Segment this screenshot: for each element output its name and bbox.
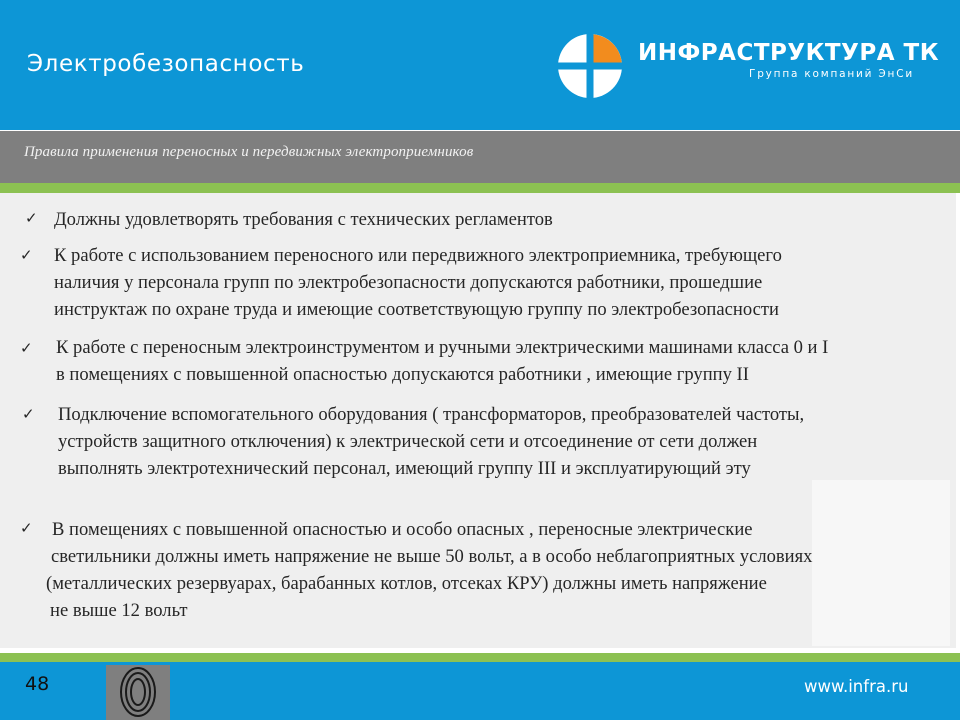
subtitle-divider — [0, 183, 960, 193]
slide-title: Электробезопасность — [27, 51, 305, 77]
check-icon: ✓ — [20, 519, 33, 537]
check-icon: ✓ — [25, 209, 38, 227]
concentric-ovals-logo-icon — [106, 665, 170, 720]
page-number: 48 — [25, 673, 50, 695]
list-item: Подключение вспомогательного оборудования ( трансформаторов, преобразователей частоты, устройств защитного отключения) к электрической сети и отсоединение от сети должен выполнять электротехнический персонал, имеющий группу III и эксплуатирующий эту — [58, 404, 805, 479]
concentric-ovals-icon — [106, 665, 170, 720]
check-icon: ✓ — [20, 246, 33, 264]
list-item: К работе с использованием переносного или передвижного электроприемника, требующего наличия у персонала групп по электробезопасности допускаются работники, прошедшие инструктаж по охране труда и имеющие соответствующую группу по электробезопасности — [54, 245, 782, 320]
company-tagline: Группа компаний ЭнСи — [749, 68, 914, 80]
company-logo-text — [638, 40, 939, 80]
list-item: В помещениях с повышенной опасностью и особо опасных , переносные электрические светильники должны иметь напряжение не выше 50 вольт, а в особо неблагоприятных условиях (металлических резервуарах, барабанных котлов, отсеках КРУ) должны иметь напряжение не выше 12 вольт — [46, 519, 813, 621]
check-icon: ✓ — [22, 405, 35, 423]
slide-subtitle: Правила применения переносных и передвижных электроприемников — [24, 144, 474, 160]
cross-circle-logo-icon — [557, 33, 623, 99]
footer-divider — [0, 653, 960, 662]
list-item: К работе с переносным электроинструментом и ручными электрическими машинами класса 0 и I в помещениях с повышенной опасностью допускаются работники , имеющие группу II — [56, 337, 829, 385]
list-item: Должны удовлетворять требования с технических регламентов — [54, 209, 553, 230]
check-icon: ✓ — [20, 339, 33, 357]
website-link[interactable]: www.infra.ru — [804, 677, 909, 696]
company-name: ИНФРАСТРУКТУРА ТК — [638, 40, 939, 66]
